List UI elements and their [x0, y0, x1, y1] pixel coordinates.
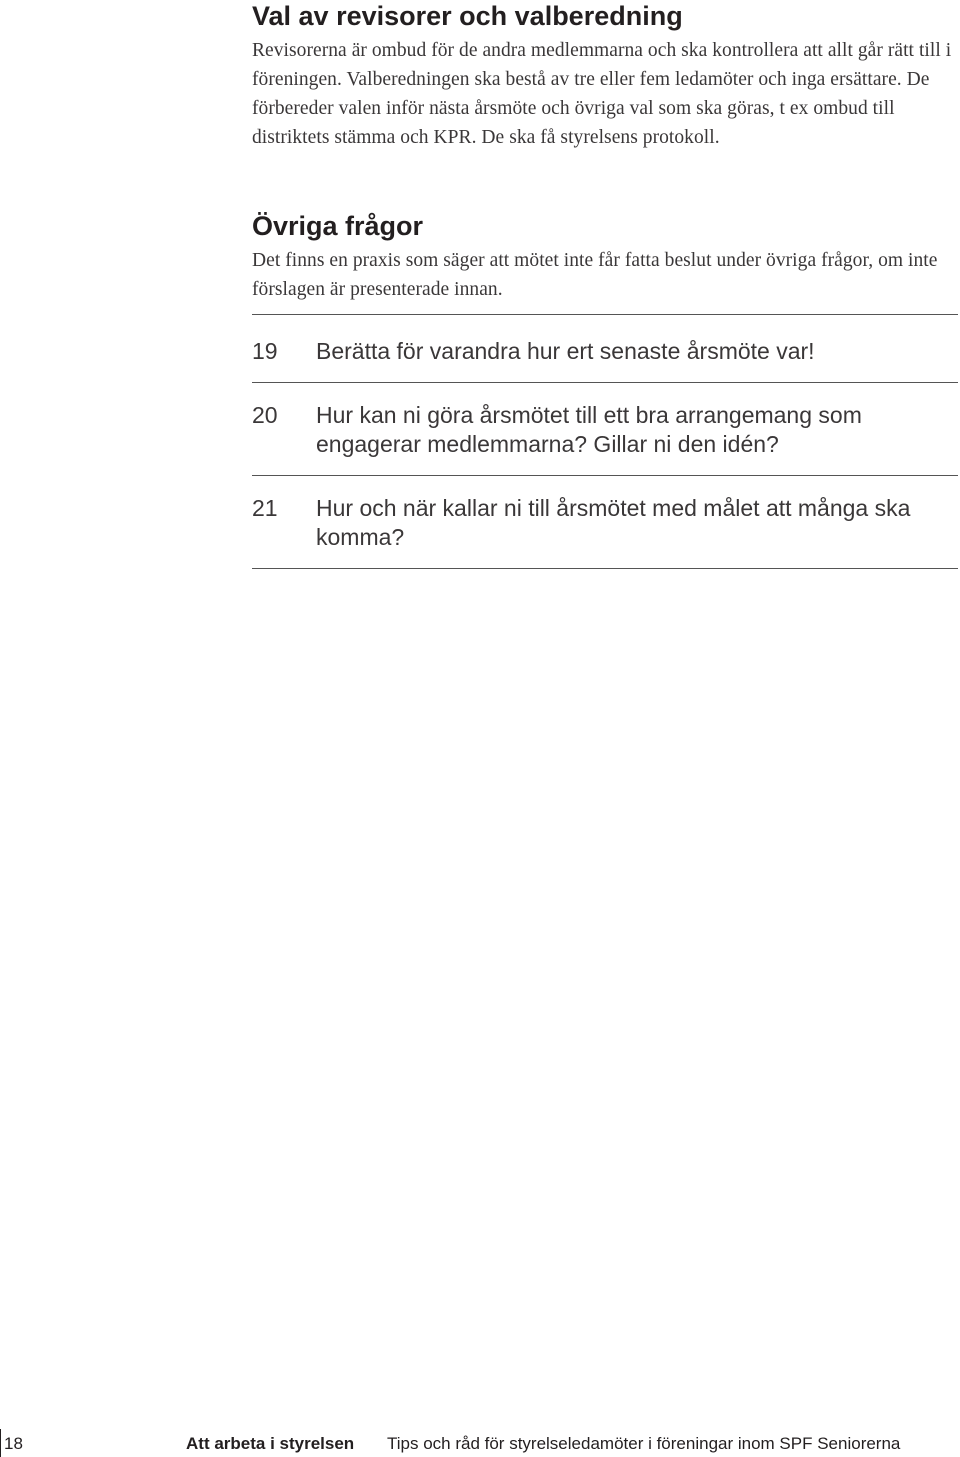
footer-subtitle: Tips och råd för styrelseledamöter i föreningar inom SPF Seniorerna	[387, 1434, 901, 1453]
footer-title: Att arbeta i styrelsen	[186, 1434, 355, 1453]
question-number: 21	[252, 495, 278, 521]
question-text: Hur kan ni göra årsmötet till ett bra arrangemang som engagerar medlemmarna? Gillar ni den idén?	[316, 402, 862, 457]
section-heading-ovriga-fragor: Övriga frågor	[252, 211, 424, 241]
question-text: Hur och när kallar ni till årsmötet med målet att många ska komma?	[316, 495, 911, 550]
question-number: 19	[252, 338, 278, 364]
question-item	[252, 383, 958, 475]
page-content	[252, 0, 958, 569]
page-number: 18	[4, 1434, 23, 1453]
question-item	[252, 315, 958, 382]
section-body-revisorer: Revisorerna är ombud för de andra medlemmarna och ska kontrollera att allt går rätt till i föreningen. Valberedningen ska bestå av tre eller fem ledamöter och inga ersättare. De förbereder valen inför nästa årsmöte och övriga val som ska göras, t ex ombud till distriktets stämma och KPR. De ska få styrelsens protokoll.	[252, 40, 952, 148]
section-heading-revisorer: Val av revisorer och valberedning	[252, 1, 683, 31]
question-item	[252, 476, 958, 568]
question-list	[252, 314, 958, 569]
footer-divider	[0, 1429, 1, 1457]
question-number: 20	[252, 402, 278, 428]
page-footer	[0, 1429, 960, 1457]
divider	[252, 568, 958, 569]
question-text: Berätta för varandra hur ert senaste årsmöte var!	[316, 338, 815, 364]
section-body-ovriga-fragor: Det finns en praxis som säger att mötet inte får fatta beslut under övriga frågor, om inte förslagen är presenterade innan.	[252, 250, 938, 300]
